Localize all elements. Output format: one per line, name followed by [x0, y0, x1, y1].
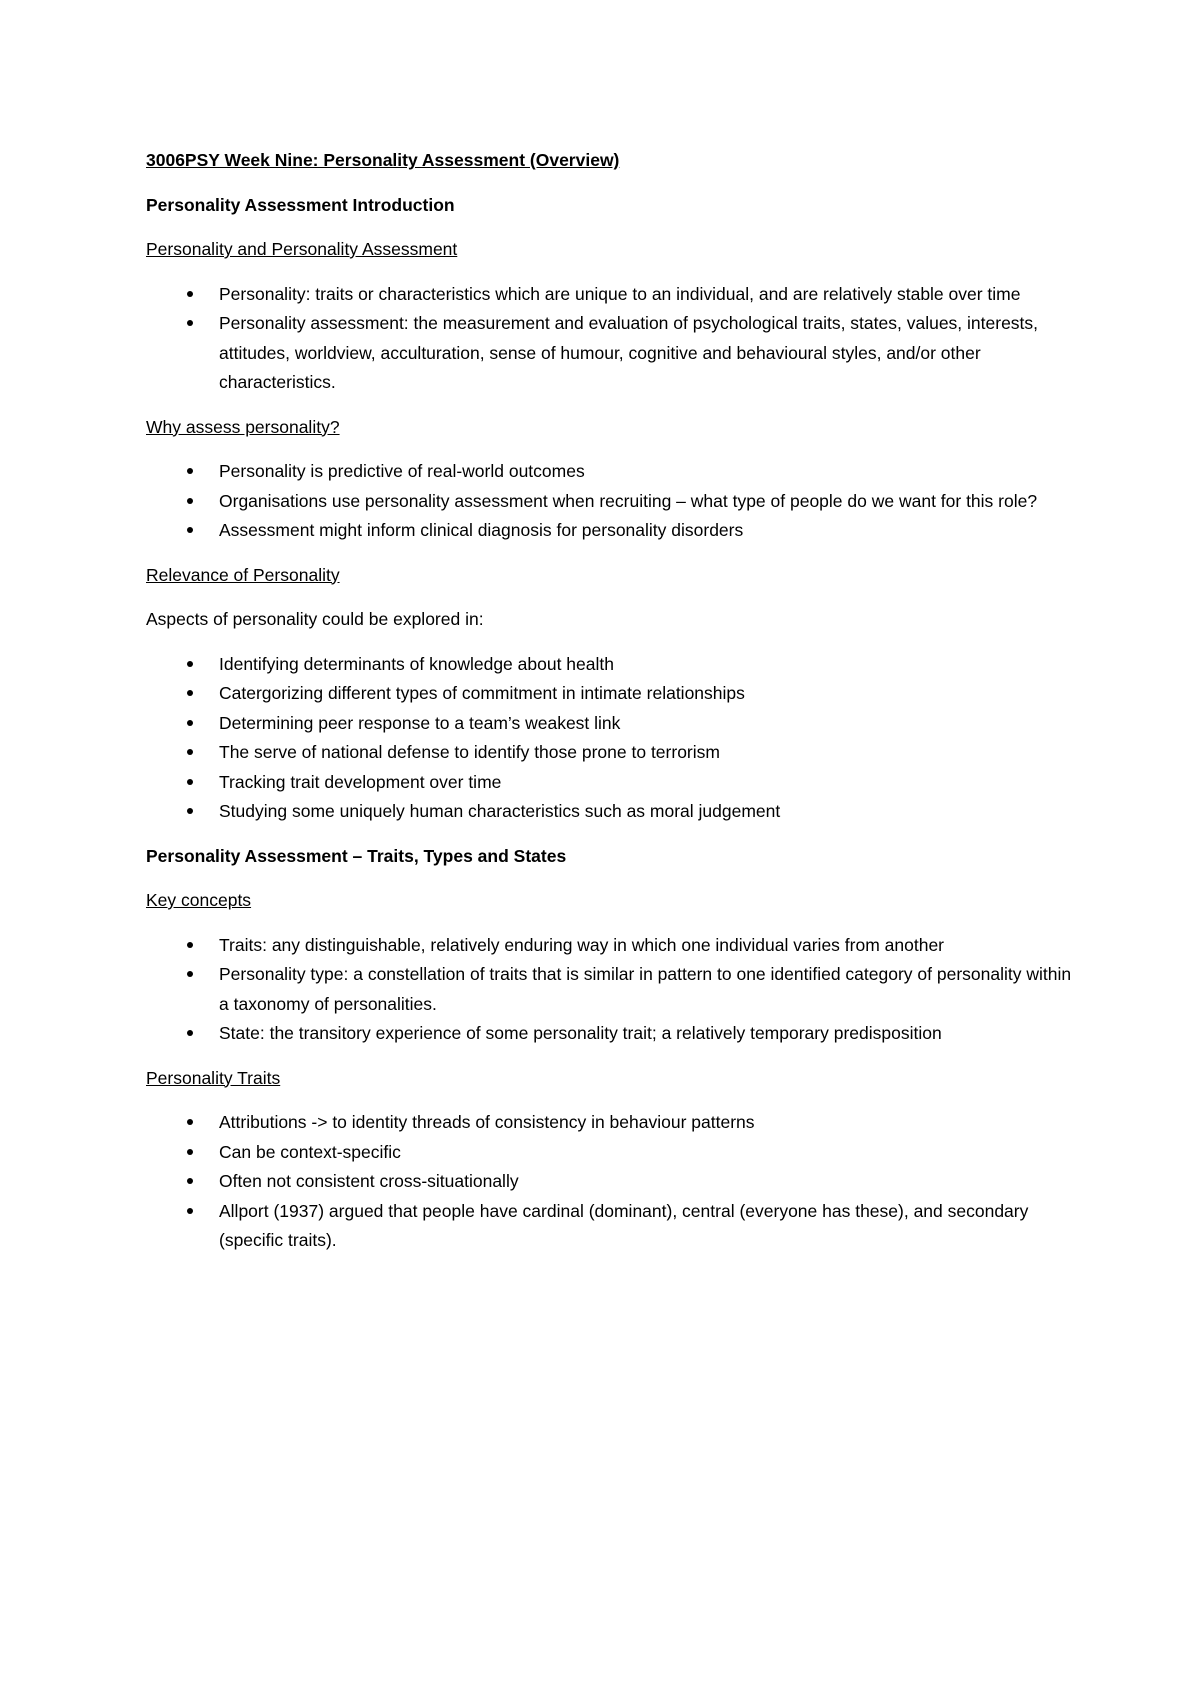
list-item-text: Assessment might inform clinical diagnosis for personality disorders — [219, 520, 744, 540]
subsection-heading: Personality Traits — [146, 1067, 281, 1088]
list-item — [146, 931, 1076, 961]
list-item-text: Traits: any distinguishable, relatively enduring way in which one individual varies from another — [219, 934, 945, 955]
list-item-text: Personality assessment: the measurement and evaluation of psychological traits, states, values, interests, attitudes, worldview, acculturation, sense of humour, cognitive and behavioural styles, and/or other characteristics. — [219, 313, 1039, 392]
bullet-icon — [187, 942, 193, 948]
bullet-icon — [187, 779, 193, 785]
document-body — [146, 146, 1076, 1271]
document-title: 3006PSY Week Nine: Personality Assessment (Overview) — [146, 150, 620, 170]
bullet-list — [146, 931, 1076, 1049]
bullet-icon — [187, 1208, 193, 1214]
list-item — [146, 797, 1076, 827]
bullet-icon — [187, 1119, 193, 1125]
list-item — [146, 650, 1076, 680]
bullet-icon — [187, 661, 193, 667]
bullet-icon — [187, 320, 193, 326]
list-item-text: The serve of national defense to identify those prone to terrorism — [219, 742, 720, 762]
bullet-icon — [187, 1178, 193, 1184]
list-item-text: Personality type: a constellation of traits that is similar in pattern to one identified category of personality within a taxonomy of personalities. — [219, 964, 1072, 1014]
bullet-icon — [187, 808, 193, 814]
list-item — [146, 487, 1076, 517]
list-item-text: Tracking trait development over time — [219, 771, 502, 792]
list-item — [146, 309, 1076, 398]
section-heading: Personality Assessment Introduction — [146, 194, 455, 215]
list-item-text: Allport (1937) argued that people have cardinal (dominant), central (everyone has these), and secondary (specific traits). — [219, 1200, 1029, 1250]
subsection-heading: Personality and Personality Assessment — [146, 239, 458, 259]
bullet-icon — [187, 291, 193, 297]
bullet-icon — [187, 749, 193, 755]
bullet-icon — [187, 527, 193, 533]
list-item — [146, 1138, 1076, 1168]
list-item-text: Studying some uniquely human characteristics such as moral judgement — [219, 801, 781, 821]
subsection-heading: Key concepts — [146, 890, 252, 910]
list-item — [146, 709, 1076, 739]
list-item-text: Identifying determinants of knowledge about health — [219, 653, 614, 674]
list-item — [146, 960, 1076, 1019]
bullet-icon — [187, 971, 193, 977]
bullet-list — [146, 650, 1076, 827]
list-item-text: State: the transitory experience of some personality trait; a relatively temporary predisposition — [219, 1023, 942, 1043]
bullet-list — [146, 457, 1076, 546]
bullet-list — [146, 1108, 1076, 1256]
list-item — [146, 516, 1076, 546]
list-item-text: Catergorizing different types of commitment in intimate relationships — [219, 683, 745, 703]
list-item — [146, 280, 1076, 310]
list-item-text: Personality is predictive of real-world outcomes — [219, 461, 585, 481]
list-item-text: Determining peer response to a team’s weakest link — [219, 712, 621, 733]
bullet-icon — [187, 1030, 193, 1036]
list-item — [146, 1108, 1076, 1138]
list-item — [146, 1019, 1076, 1049]
list-item-text: Can be context-specific — [219, 1141, 401, 1162]
list-item — [146, 1167, 1076, 1197]
subsection-heading: Relevance of Personality — [146, 564, 340, 585]
list-item-text: Often not consistent cross-situationally — [219, 1171, 519, 1191]
list-item-text: Organisations use personality assessment when recruiting – what type of people do we want for this role? — [219, 490, 1038, 511]
bullet-icon — [187, 1149, 193, 1155]
list-item — [146, 1197, 1076, 1256]
list-item — [146, 679, 1076, 709]
bullet-list — [146, 280, 1076, 398]
bullet-icon — [187, 468, 193, 474]
bullet-icon — [187, 690, 193, 696]
list-item — [146, 457, 1076, 487]
bullet-icon — [187, 498, 193, 504]
list-item-text: Personality: traits or characteristics which are unique to an individual, and are relatively stable over time — [219, 283, 1021, 304]
bullet-icon — [187, 720, 193, 726]
intro-paragraph: Aspects of personality could be explored in: — [146, 609, 484, 629]
list-item — [146, 738, 1076, 768]
subsection-heading: Why assess personality? — [146, 416, 340, 437]
list-item-text: Attributions -> to identity threads of consistency in behaviour patterns — [219, 1112, 755, 1132]
section-heading: Personality Assessment – Traits, Types and States — [146, 845, 567, 866]
list-item — [146, 768, 1076, 798]
